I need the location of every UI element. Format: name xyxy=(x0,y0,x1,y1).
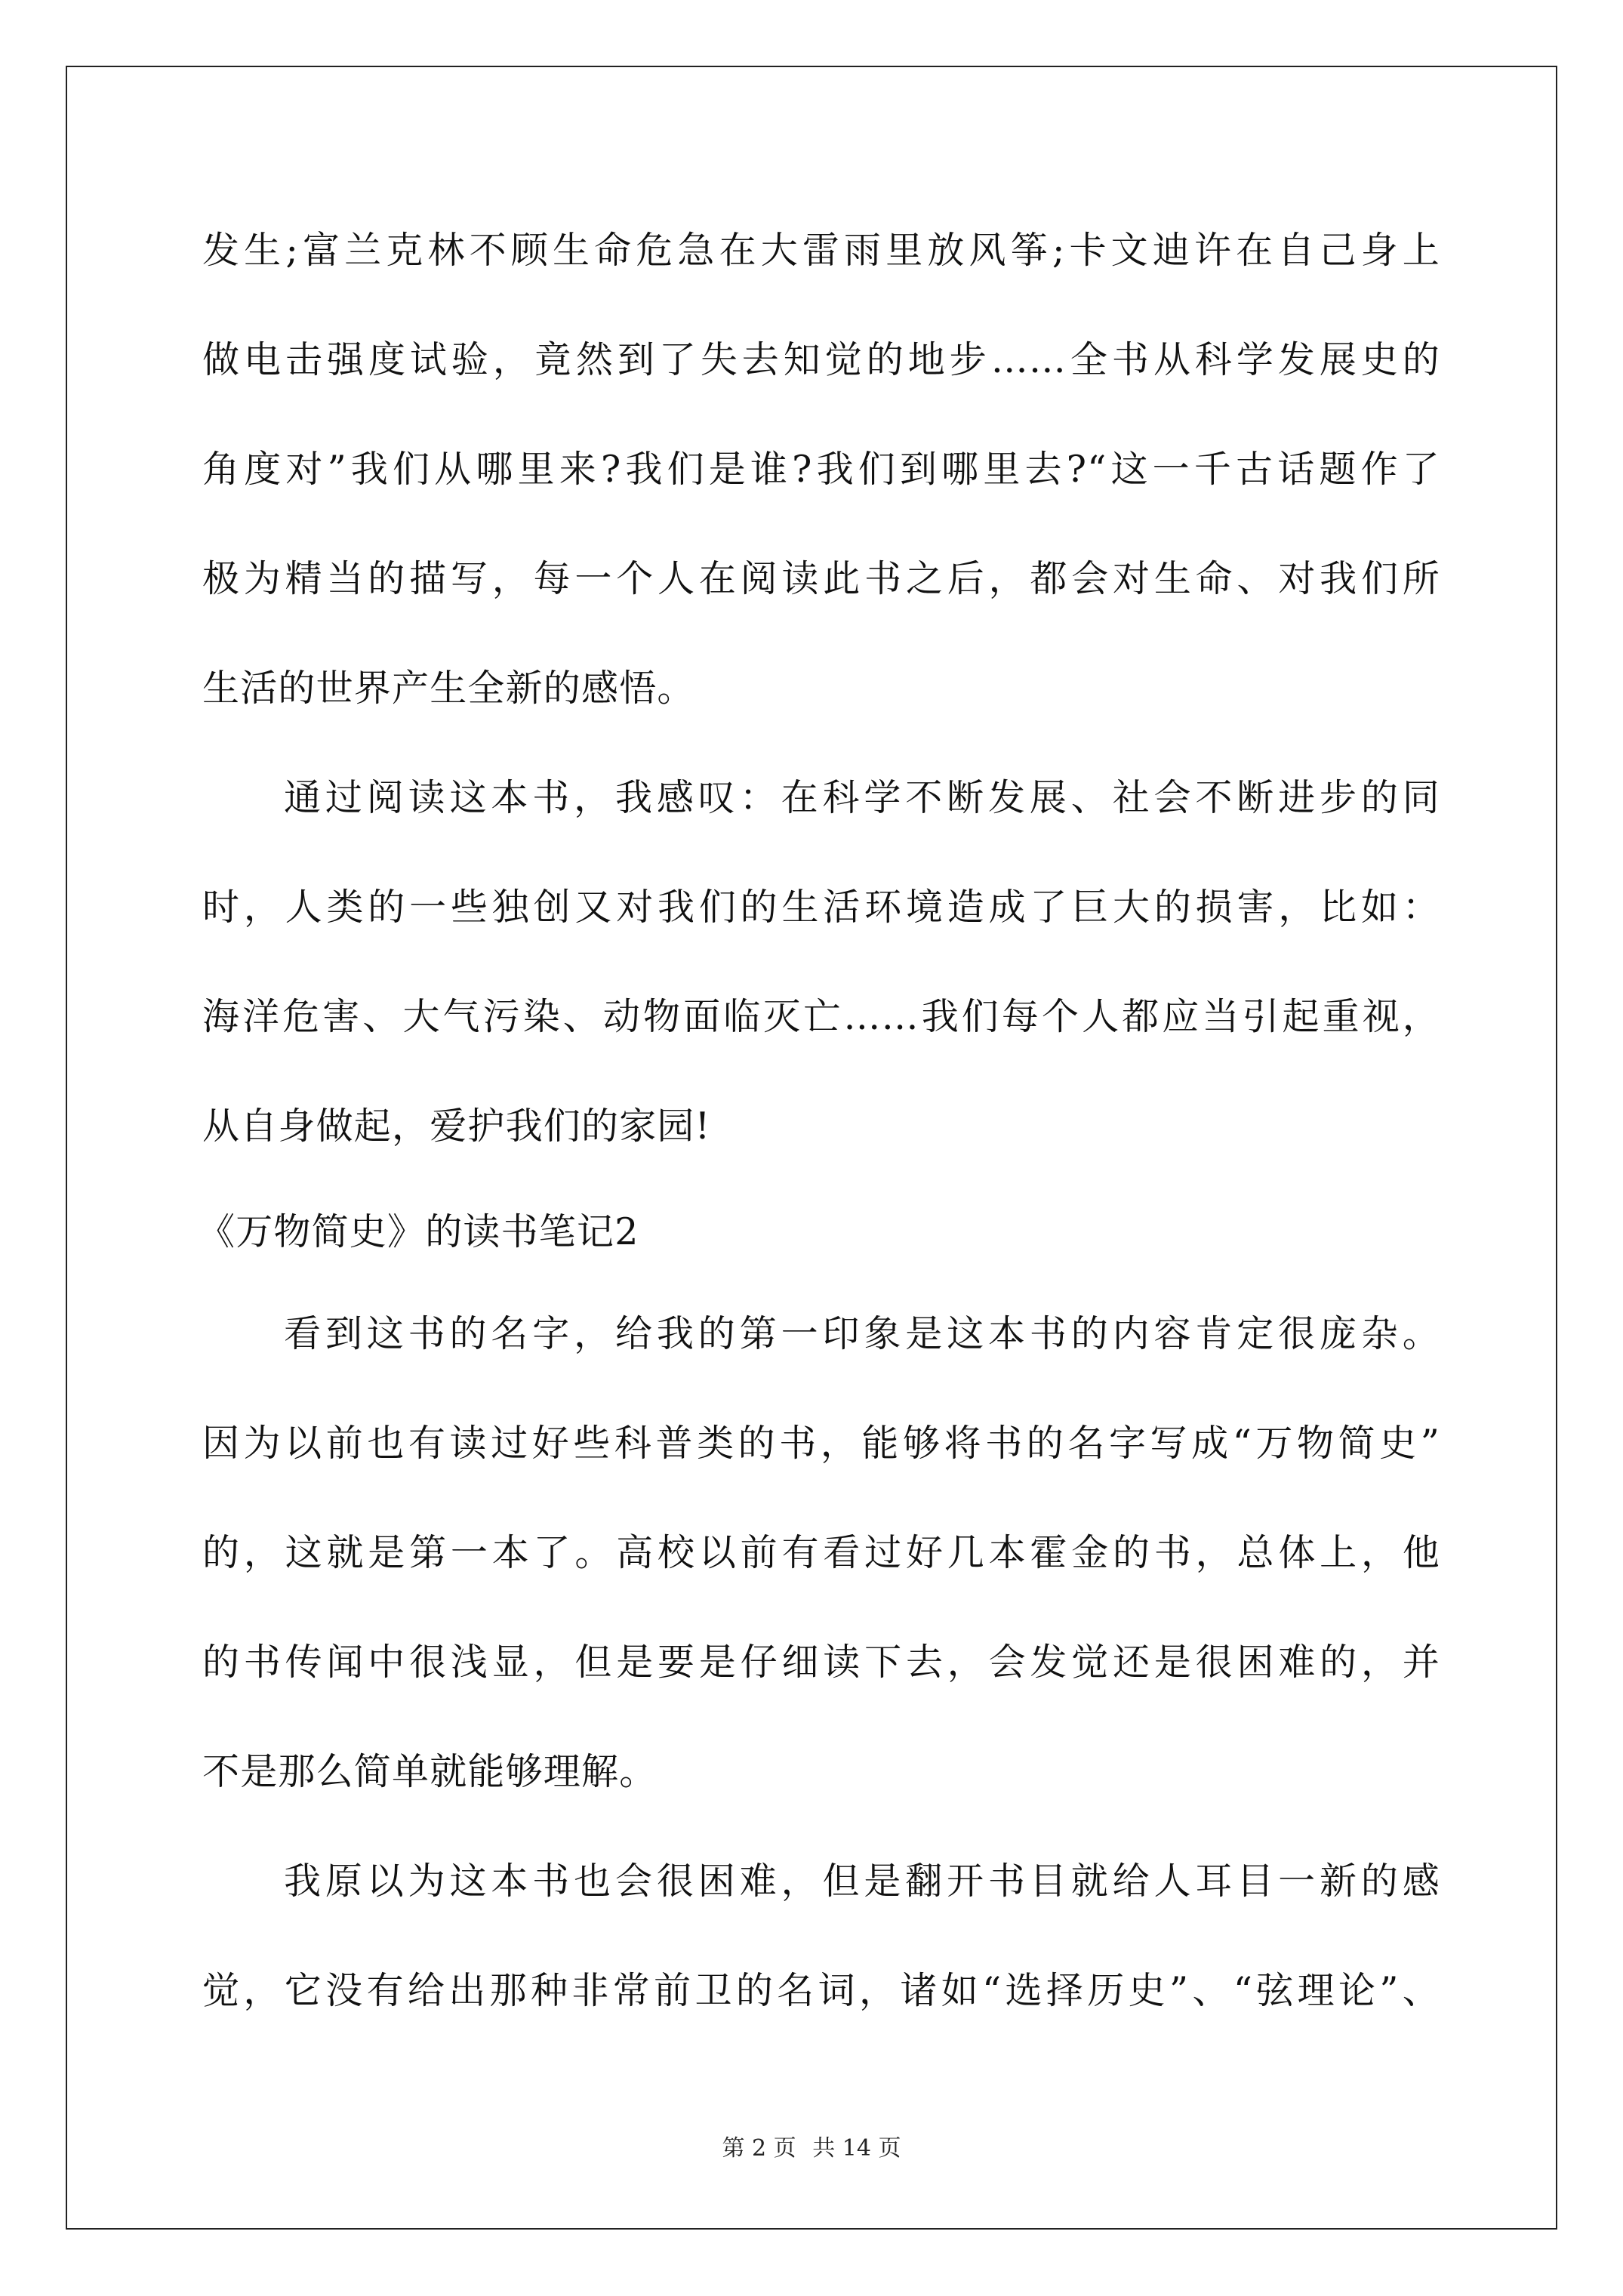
text-line: 的书传闻中很浅显，但是要是仔细读下去，会发觉还是很困难的，并 xyxy=(202,1641,1440,1684)
text-line: 不是那么简单就能够理解。 xyxy=(202,1750,658,1793)
text-line: 做电击强度试验，竟然到了失去知觉的地步……全书从科学发展史的 xyxy=(202,338,1440,381)
text-line: 生活的世界产生全新的感悟。 xyxy=(202,667,695,710)
text-line: 从自身做起，爱护我们的家园! xyxy=(202,1105,711,1148)
paragraph-start: 我原以为这本书也会很困难，但是翻开书目就给人耳目一新的感 xyxy=(284,1860,1440,1903)
text-line: 时，人类的一些独创又对我们的生活环境造成了巨大的损害，比如： xyxy=(202,886,1440,929)
text-line: 觉，它没有给出那种非常前卫的名词，诸如“选择历史”、“弦理论”、 xyxy=(202,1969,1440,2012)
paragraph-start: 看到这书的名字，给我的第一印象是这本书的内容肯定很庞杂。 xyxy=(284,1312,1440,1355)
page-footer xyxy=(0,2134,1623,2164)
text-line: 角度对”我们从哪里来?我们是谁?我们到哪里去?“这一千古话题作了 xyxy=(202,448,1440,491)
page-number: 第 2 页 xyxy=(722,2135,796,2162)
text-line: 极为精当的描写，每一个人在阅读此书之后，都会对生命、对我们所 xyxy=(202,557,1440,600)
text-line: 的，这就是第一本了。高校以前有看过好几本霍金的书，总体上，他 xyxy=(202,1531,1440,1574)
text-line: 海洋危害、大气污染、动物面临灭亡……我们每个人都应当引起重视， xyxy=(202,995,1440,1038)
text-line: 因为以前也有读过好些科普类的书，能够将书的名字写成“万物简史” xyxy=(202,1422,1440,1465)
page-total: 共 14 页 xyxy=(812,2135,901,2162)
text-line: 发生;富兰克林不顾生命危急在大雷雨里放风筝;卡文迪许在自己身上 xyxy=(202,229,1440,272)
paragraph-start: 通过阅读这本书，我感叹：在科学不断发展、社会不断进步的同 xyxy=(284,776,1440,819)
section-heading: 《万物简史》的读书笔记2 xyxy=(198,1210,639,1253)
